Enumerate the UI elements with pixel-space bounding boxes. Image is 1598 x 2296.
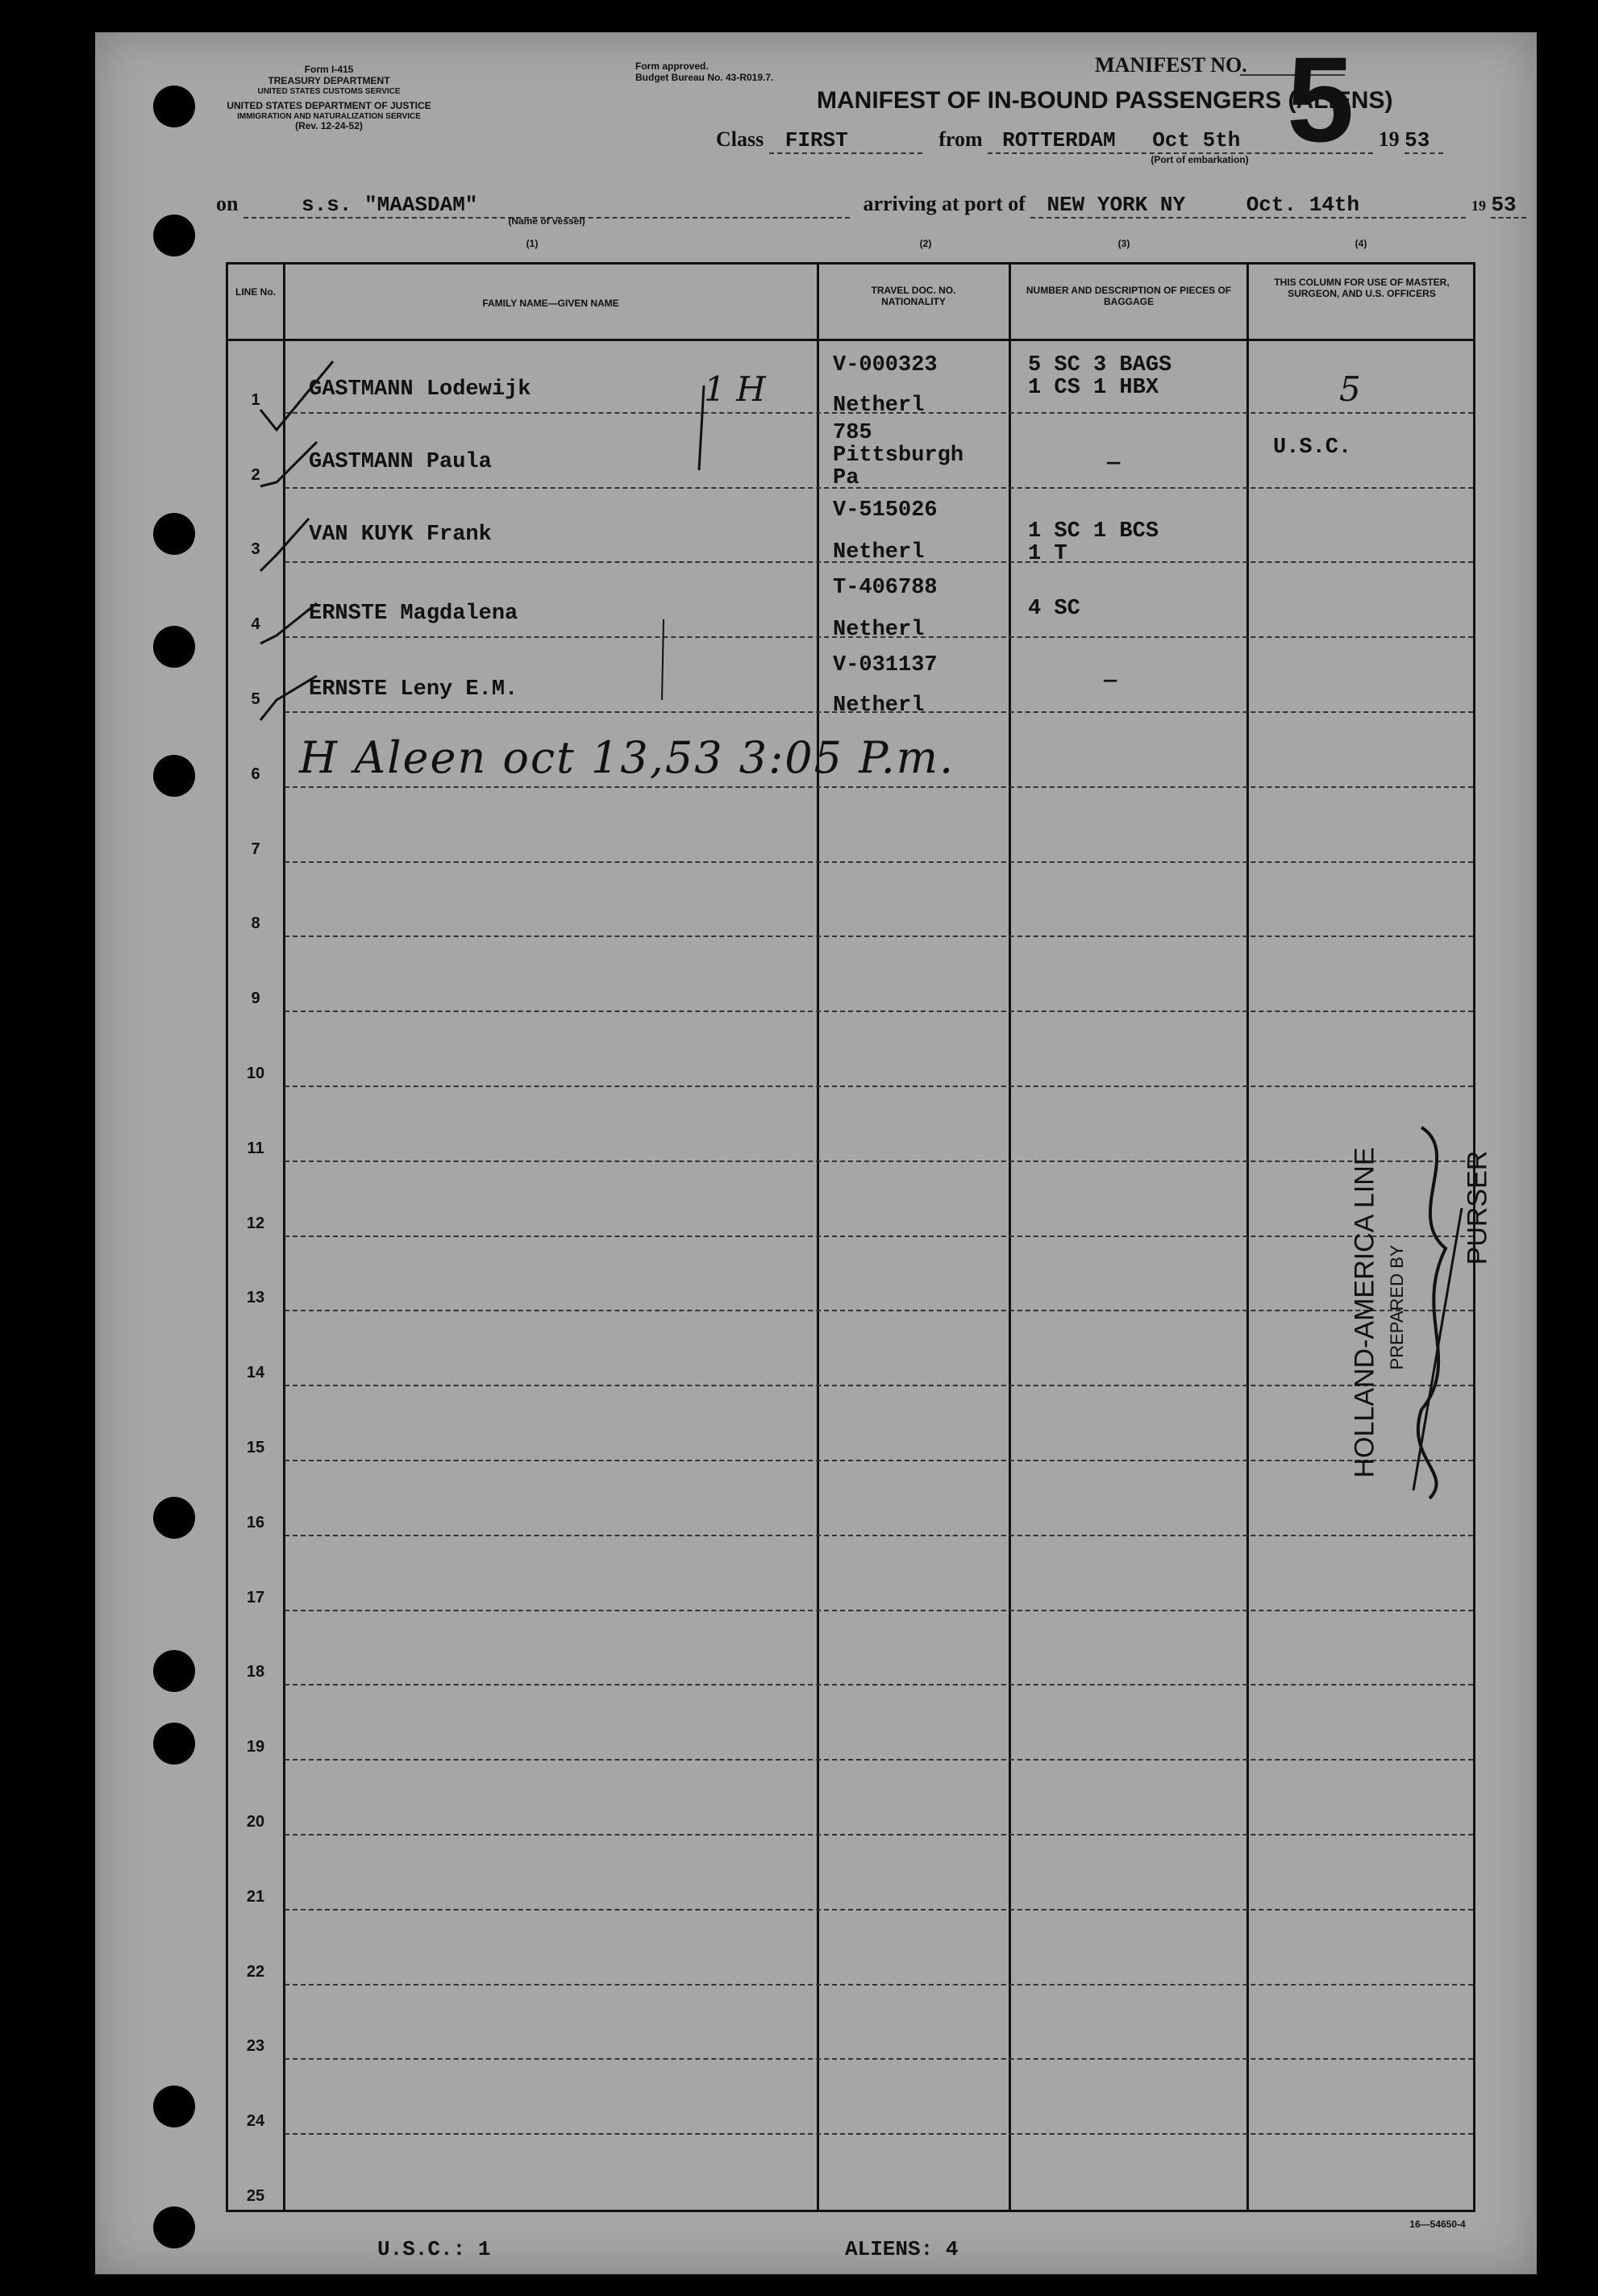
binder-hole [153,1723,195,1765]
line-number: 17 [246,1588,265,1606]
ins-label: IMMIGRATION AND NATURALIZATION SERVICE [237,111,421,121]
footer-aliens-total: ALIENS: 4 [845,2237,959,2261]
row-rule [285,1310,1473,1311]
baggage-line: 1 SC 1 BCS [1028,519,1159,544]
row-rule [285,786,1473,788]
port-embark-caption: (Port of embarkation) [1151,154,1249,165]
officer-note: U.S.C. [1273,435,1352,460]
revision-label: (Rev. 12-24-52) [295,120,363,132]
footer-print-code: 16—54650-4 [1409,2219,1466,2230]
from-value [988,128,1373,154]
header-bottom-rule [228,339,1473,341]
line-number: 6 [251,765,260,783]
col-number-4: (4) [1355,238,1367,249]
header-baggage: NUMBER AND DESCRIPTION OF PIECES OF BAGGAGE [1026,285,1232,307]
handwritten-note: H Aleen oct 13,53 3:05 P.m. [299,732,955,783]
col-number-3: (3) [1117,238,1130,249]
row-rule [285,1161,1473,1162]
passenger-name: VAN KUYK Frank [309,523,492,547]
row-rule [285,1610,1473,1611]
line-number: 13 [246,1289,265,1307]
line-number: 22 [246,1962,265,1981]
binder-hole [153,513,195,555]
nationality: Netherl [833,618,925,642]
binder-hole [153,755,195,797]
baggage-line: — [1107,452,1121,476]
budget-bureau: Budget Bureau No. 43-R019.7. [635,71,774,83]
row-rule [285,1909,1473,1911]
row-rule [285,1684,1473,1686]
passenger-name: ERNSTE Magdalena [309,602,518,626]
on-label: on [216,192,239,215]
binder-hole [153,2086,195,2127]
column-divider [817,265,819,2210]
line-number: 23 [246,2037,265,2056]
manifest-title: MANIFEST OF IN-BOUND PASSENGERS (ALIENS) [817,87,1393,114]
embark-port: ROTTERDAM [1002,128,1116,152]
residence: Pittsburgh [833,444,964,468]
vessel-caption: (Name of vessel) [508,215,585,227]
row-rule [285,1535,1473,1536]
row-rule [285,1834,1473,1836]
line-number: 16 [246,1513,265,1531]
row-rule [285,487,1473,489]
class-row [716,127,1443,154]
embark-date: Oct 5th [1152,128,1241,152]
baggage-line: 1 CS 1 HBX [1028,376,1159,400]
row-rule [285,2133,1473,2135]
line-number: 2 [251,465,260,484]
binder-hole [153,1650,195,1692]
row-rule [285,861,1473,863]
line-number: 8 [251,915,260,933]
binder-hole [153,626,195,668]
row-rule [285,1759,1473,1761]
stamp-line-name: HOLLAND-AMERICA LINE [1349,1147,1380,1478]
line-number: 12 [246,1214,265,1232]
officer-count: 5 [1339,369,1361,409]
header-line-no: LINE No. [235,286,276,298]
baggage-line: 4 SC [1028,597,1080,621]
residence-state: Pa [833,466,859,490]
travel-doc-number: V-000323 [833,353,938,377]
travel-doc-number: V-515026 [833,498,938,523]
row-rule [285,1385,1473,1386]
footer-usc-total: U.S.C.: 1 [377,2237,491,2261]
travel-doc-number: 785 [833,421,872,445]
passenger-name: GASTMANN Lodewijk [309,377,531,402]
row-rule [285,1085,1473,1087]
line-number: 10 [246,1065,265,1082]
line-number: 1 [251,390,260,409]
line-number: 24 [246,2112,265,2131]
baggage-line: 1 T [1028,542,1067,566]
line-number: 5 [251,690,260,708]
nationality: Netherl [833,394,925,418]
baggage-line: — [1104,669,1117,694]
line-number: 11 [247,1139,264,1157]
check-marks [244,345,341,765]
arrival-date: Oct. 14th [1246,193,1360,217]
arrival-value [1030,193,1466,219]
vessel-row [216,192,1526,219]
line-number: 18 [246,1663,265,1681]
from-label: from [938,127,983,151]
agency-block [208,65,450,132]
line-number: 21 [246,1887,265,1906]
line-number: 9 [251,990,260,1008]
manifest-page [95,32,1537,2274]
nationality: Netherl [833,540,925,565]
form-approved: Form approved. [635,60,709,72]
row-rule [285,935,1473,937]
arrival-year: 53 [1491,193,1526,219]
manifest-number-value: 5 [1287,31,1355,167]
vessel-name: s.s. "MAASDAM" [243,193,850,219]
purser-signature [1389,1119,1478,1506]
header-travel-doc: TRAVEL DOC. NO. NATIONALITY [871,285,956,307]
line-number: 19 [246,1738,265,1756]
year-value: 53 [1404,128,1443,154]
col-number-1: (1) [526,238,539,249]
binder-hole [153,85,195,127]
arriving-label: arriving at port of [863,192,1026,215]
binder-hole [153,2206,195,2248]
line-number: 15 [246,1439,265,1456]
row-rule [285,2058,1473,2060]
header-name: FAMILY NAME—GIVEN NAME [482,298,619,309]
stamp-purser: PURSER [1462,1150,1493,1265]
row-rule [285,1984,1473,1986]
treasury-label: TREASURY DEPARTMENT [268,74,390,86]
passenger-table [226,262,1493,2212]
form-number: Form I-415 [304,64,354,75]
col-number-2: (2) [919,238,932,249]
column-divider [1246,265,1249,2210]
margin-mark: 1 H [704,369,766,409]
manifest-number-label: MANIFEST NO. [1095,53,1247,77]
nationality: Netherl [833,694,925,718]
line-number: 7 [251,840,260,858]
row-rule [285,1010,1473,1012]
row-rule [285,1236,1473,1237]
justice-label: UNITED STATES DEPARTMENT OF JUSTICE [227,100,431,112]
bracket-mark [696,385,712,474]
class-label: Class [716,127,764,151]
class-value: FIRST [769,128,922,154]
passenger-name: GASTMANN Paula [309,450,492,474]
line-number: 3 [251,540,260,559]
passenger-name: ERNSTE Leny E.M. [309,677,518,702]
row-rule [285,1460,1473,1461]
travel-doc-number: V-031137 [833,653,938,677]
year-prefix: 19 [1378,127,1400,151]
header-officers: THIS COLUMN FOR USE OF MASTER, SURGEON, AND U.S. OFFICERS [1274,277,1450,299]
column-divider [1009,265,1011,2210]
holland-america-stamp [1300,1119,1526,1523]
line-number: 25 [246,2187,265,2205]
baggage-line: 5 SC 3 BAGS [1028,353,1172,377]
stamp-prepared-by: PREPARED BY [1387,1244,1407,1370]
binder-hole [153,1497,195,1539]
customs-label: UNITED STATES CUSTOMS SERVICE [257,86,401,96]
tick-mark [660,619,668,708]
binder-hole [153,215,195,256]
arrival-port: NEW YORK NY [1047,193,1186,217]
arrival-year-prefix: 19 [1471,198,1486,214]
line-number: 20 [246,1813,265,1831]
travel-doc-number: T-406788 [833,576,938,600]
line-number: 14 [246,1364,265,1382]
approval-block [635,61,789,84]
line-number: 4 [251,615,260,634]
